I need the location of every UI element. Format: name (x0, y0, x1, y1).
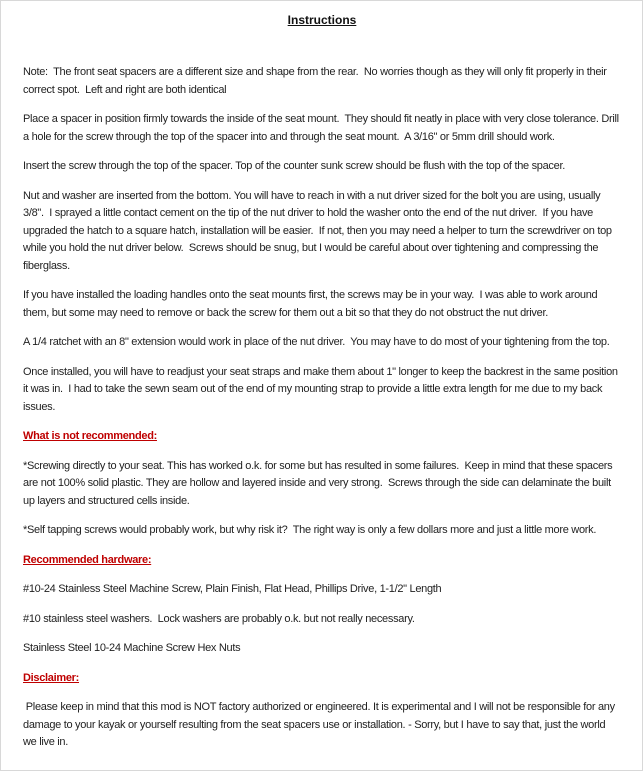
heading-disclaimer: Disclaimer: (23, 671, 80, 684)
heading-recommended-hardware: Recommended hardware: (23, 553, 152, 566)
heading-not-recommended: What is not recommended: (23, 430, 157, 442)
paragraph-nut-washer: Nut and washer are inserted from the bottom. You will have to reach in with a nut driver sized for the bolt you are using, usually 3/8". I sprayed a little contact cement on the tip of the nut driver to hold the washer onto the end of the nut driver. If you have upgraded the hatch to a square hatch, installation will be easier. If not, then you may need a helper to turn the screwdriver on top while you hold the nut driver below. Screws should be snug, but I would be careful about over tightening and compressing the fiberglass. (23, 189, 615, 272)
paragraph-ratchet: A 1/4 ratchet with an 8" extension would work in place of the nut driver. You may have to do most of your tightening from the top. (23, 336, 610, 348)
paragraph-machine-screw: #10-24 Stainless Steel Machine Screw, Plain Finish, Flat Head, Phillips Drive, 1-1/2" Length (23, 583, 442, 595)
paragraph-readjust-straps: Once installed, you will have to readjust your seat straps and make them about 1" longer to keep the backrest in the same position it was in. I had to take the sewn seam out of the end of my mounting strap to provide a little extra length for me due to my back issues. (23, 365, 621, 413)
paragraph-place-spacer: Place a spacer in position firmly towards the inside of the seat mount. They should fit neatly in place with very close tolerance. Drill a hole for the screw through the top of the spacer into and through the seat mount. A 3/16" or 5mm drill should work. (23, 113, 622, 143)
paragraph-washers: #10 stainless steel washers. Lock washers are probably o.k. but not really necessary. (23, 612, 415, 625)
paragraph-screwing-directly: *Screwing directly to your seat. This has worked o.k. for some but has resulted in some failures. Keep in mind that these spacers are not 100% solid plastic. They are hollow and layered inside and very strong. Screws through the side can delaminate the built up layers and structured cells inside. (23, 459, 616, 507)
paragraph-disclaimer-text: Please keep in mind that this mod is NOT factory authorized or engineered. It is experimental and I will not be responsible for any damage to your kayak or yourself resulting from the seat spacers use or installation. - Sorry, but I have to say that, just the world we live in. (23, 701, 618, 748)
paragraph-loading-handles: If you have installed the loading handles onto the seat mounts first, the screws may be in your way. I was able to work around them, but some may need to remove or back the screw for them out a bit so that they do not obstruct the nut driver. (23, 289, 601, 319)
paragraph-insert-screw: Insert the screw through the top of the spacer. Top of the counter sunk screw should be flush with the top of the spacer. (23, 160, 565, 172)
document-title: Instructions (287, 13, 357, 27)
paragraph-note: Note: The front seat spacers are a different size and shape from the rear. No worries though as they will only fit properly in their correct spot. Left and right are both identical (23, 66, 610, 96)
paragraph-hex-nuts: Stainless Steel 10-24 Machine Screw Hex Nuts (23, 642, 241, 654)
paragraph-self-tapping: *Self tapping screws would probably work, but why risk it? The right way is only a few dollars more and just a little more work. (23, 524, 597, 536)
